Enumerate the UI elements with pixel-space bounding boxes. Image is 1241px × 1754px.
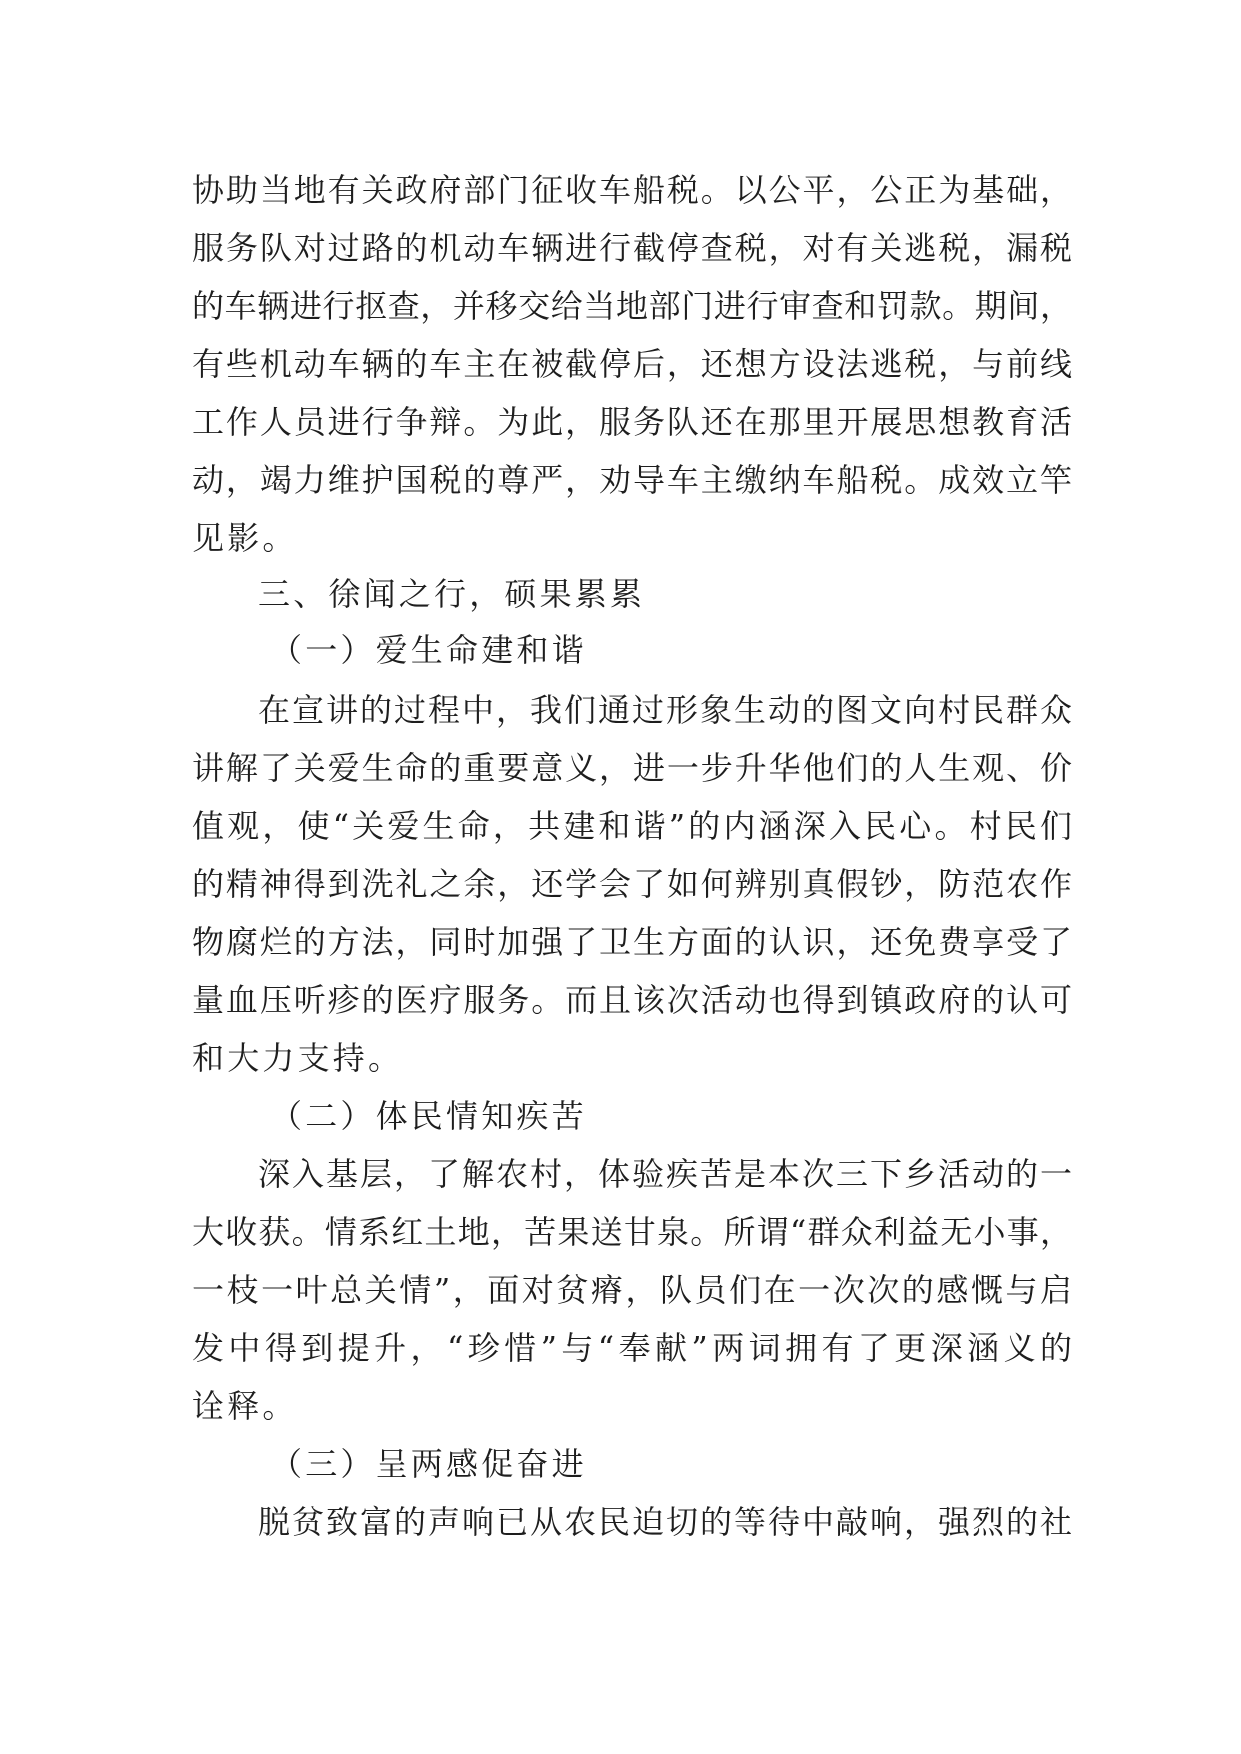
body-text-line: 有些机动车辆的车主在被截停后，还想方设法逃税，与前线 (192, 345, 1072, 383)
body-text-line: 的车辆进行抠查，并移交给当地部门进行审查和罚款。期间， (192, 287, 1072, 325)
body-text-line: 发中得到提升，“珍惜”与“奉献”两词拥有了更深涵义的 (192, 1329, 1072, 1367)
body-text-line: 协助当地有关政府部门征收车船税。以公平，公正为基础， (192, 171, 1072, 209)
body-text-line: 服务队对过路的机动车辆进行截停查税，对有关逃税，漏税 (192, 229, 1072, 267)
subsection-heading: （三）呈两感促奋进 (270, 1445, 587, 1483)
body-text-line: 见影。 (192, 519, 298, 557)
body-text-line: 量血压听疹的医疗服务。而且该次活动也得到镇政府的认可 (192, 981, 1072, 1019)
body-text-line: 值观，使“关爱生命，共建和谐”的内涵深入民心。村民们 (192, 807, 1072, 845)
body-text-line: 深入基层，了解农村，体验疾苦是本次三下乡活动的一 (258, 1155, 1072, 1193)
subsection-heading: （二）体民情知疾苦 (270, 1097, 587, 1135)
body-text-line: 讲解了关爱生命的重要意义，进一步升华他们的人生观、价 (192, 749, 1072, 787)
body-text-line: 脱贫致富的声响已从农民迫切的等待中敲响，强烈的社 (258, 1503, 1072, 1541)
body-text-line: 的精神得到洗礼之余，还学会了如何辨别真假钞，防范农作 (192, 865, 1072, 903)
body-text-line: 和大力支持。 (192, 1039, 404, 1077)
body-text-line: 在宣讲的过程中，我们通过形象生动的图文向村民群众 (258, 691, 1072, 729)
body-text-line: 大收获。情系红土地，苦果送甘泉。所谓“群众利益无小事， (192, 1213, 1072, 1251)
body-text-line: 一枝一叶总关情”，面对贫瘠，队员们在一次次的感慨与启 (192, 1271, 1072, 1309)
body-text-line: 动，竭力维护国税的尊严，劝导车主缴纳车船税。成效立竿 (192, 461, 1072, 499)
body-text-line: 物腐烂的方法，同时加强了卫生方面的认识，还免费享受了 (192, 923, 1072, 961)
body-text-line: 诠释。 (192, 1387, 298, 1425)
subsection-heading: （一）爱生命建和谐 (270, 631, 587, 669)
section-heading: 三、徐闻之行，硕果累累 (258, 575, 646, 613)
body-text-line: 工作人员进行争辩。为此，服务队还在那里开展思想教育活 (192, 403, 1072, 441)
